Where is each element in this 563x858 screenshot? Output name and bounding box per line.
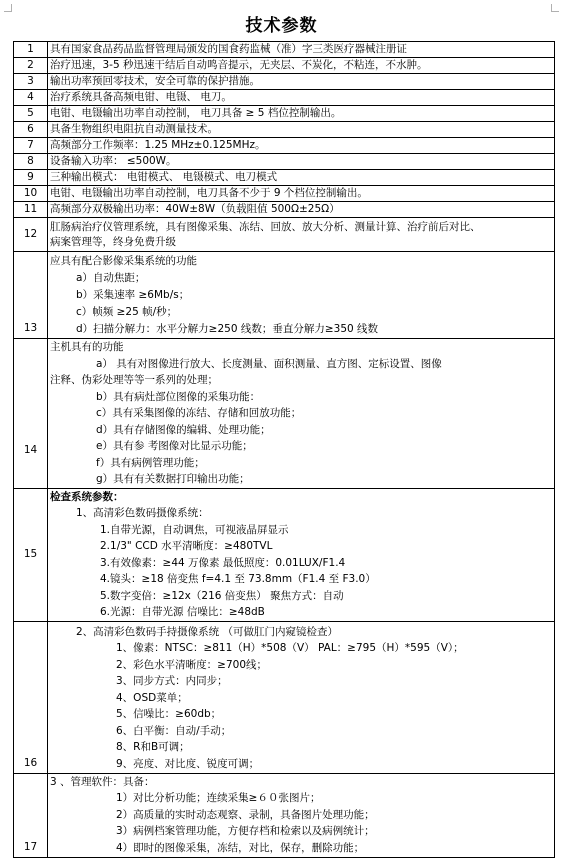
- row-text: 具备生物组织电阻抗自动测量技术。: [50, 123, 218, 135]
- row-content: [48, 122, 555, 138]
- list-item: 2、彩色水平清晰度：≥700线；: [116, 658, 268, 671]
- row-number: 7: [14, 138, 48, 154]
- row-number: 15: [14, 488, 48, 621]
- table-row: [14, 74, 555, 90]
- row-content: [48, 488, 555, 621]
- row-header: 主机具有的功能: [50, 341, 124, 353]
- list-item: f）具有病例管理功能；: [96, 456, 205, 469]
- row-subheader: 2、高清彩色数码手持摄像系统 （可做肛门内窥镜检查）: [76, 625, 339, 638]
- row-text: 治疗迅速，3-5 秒迅速干结后自动鸣音提示，无夹层、不炭化，不粘连，不水肿。: [50, 59, 428, 71]
- row-number: 3: [14, 74, 48, 90]
- table-row: [14, 170, 555, 186]
- table-row: [14, 488, 555, 621]
- list-item: g）具有有关数据打印输出功能；: [96, 473, 250, 485]
- list-item: c）具有采集图像的冻结、存储和回放功能；: [96, 407, 302, 419]
- list-item: 9、亮度、对比度、锐度可调；: [116, 757, 260, 770]
- table-row: [14, 218, 555, 252]
- row-number: 6: [14, 122, 48, 138]
- row-content: [48, 252, 555, 339]
- list-item: 2）高质量的实时动态观察、录制，具备图片处理功能；: [116, 808, 375, 821]
- row-content: [48, 186, 555, 202]
- list-item: 1）对比分析功能；连续采集≥６０张图片；: [116, 792, 321, 804]
- list-item: 3）病例档案管理功能，方便存档和检索以及病例统计；: [116, 825, 375, 837]
- list-item: 6、白平衡：自动/手动；: [116, 724, 232, 737]
- table-row: [14, 138, 555, 154]
- list-item: 5、信噪比：≥60db；: [116, 708, 222, 720]
- list-item: e）具有参 考图像对比显示功能；: [96, 440, 253, 452]
- list-item: 1、像素：NTSC：≥811（H）*508（V） PAL：≥795（H）*595（V）；: [116, 642, 464, 654]
- table-row: [14, 90, 555, 106]
- row-content: [48, 58, 555, 74]
- spec-table: [13, 41, 555, 858]
- list-item: a）自动焦距；: [76, 272, 146, 284]
- table-row: [14, 42, 555, 58]
- list-item: 5.数字变倍：≥12x（216 倍变焦） 聚焦方式：自动: [100, 589, 344, 602]
- row-number: 5: [14, 106, 48, 122]
- row-number: 2: [14, 58, 48, 74]
- list-item: 2.1/3" CCD 水平清晰度：≥480TVL: [100, 540, 273, 552]
- row-text: 具有国家食品药品监督管理局颁发的国食药监械（准）字三类医疗器械注册证: [50, 43, 407, 55]
- list-item: a） 具有对图像进行放大、长度测量、面积测量、直方图、定标设置、图像: [96, 357, 442, 370]
- list-item: d）扫描分解力：水平分解力≥250 线数；垂直分解力≥350 线数: [76, 323, 379, 335]
- row-number: 8: [14, 154, 48, 170]
- document-title: 技术参数: [245, 16, 318, 36]
- row-number: 11: [14, 202, 48, 218]
- row-content: [48, 202, 555, 218]
- list-item: 6.光源：自带光源 信噪比：≥48dB: [100, 606, 265, 618]
- table-row: [14, 58, 555, 74]
- list-item: 3、同步方式：内同步；: [116, 675, 228, 687]
- table-row: [14, 773, 555, 857]
- row-text: 肛肠病治疗仪管理系统，具有图像采集、冻结、回放、放大分析、测量计算、治疗前后对比、: [50, 221, 481, 233]
- row-header: 应具有配合影像采集系统的功能: [50, 255, 197, 267]
- row-text: 电钳、电镊输出功率自动控制， 电刀具备 ≥ 5 档位控制输出。: [50, 107, 342, 119]
- row-number: 14: [14, 339, 48, 489]
- row-text: 高频部分工作频率：1.25 MHz±0.125MHz。: [50, 139, 266, 151]
- list-item: 注释、伪彩处理等等一系列的处理；: [50, 374, 218, 386]
- row-text: 治疗系统具备高频电钳、电镊、 电刀。: [50, 91, 232, 103]
- row-content: [48, 170, 555, 186]
- list-item: b）具有病灶部位图像的采集功能：: [96, 390, 261, 403]
- table-row: [14, 252, 555, 339]
- list-item: b）采集速率 ≥6Mb/s；: [76, 289, 190, 301]
- row-text: 电钳、电镊输出功率自动控制，电刀具备不少于 9 个档位控制输出。: [50, 187, 368, 199]
- table-row: [14, 154, 555, 170]
- row-content: [48, 138, 555, 154]
- row-content: [48, 90, 555, 106]
- row-content: [48, 154, 555, 170]
- table-row: [14, 339, 555, 489]
- row-content: [48, 42, 555, 58]
- list-item: 1.自带光源，自动调焦，可视液晶屏显示: [100, 523, 289, 536]
- row-number: 1: [14, 42, 48, 58]
- list-item: 4）即时的图像采集，冻结，对比，保存，删除功能；: [116, 841, 365, 854]
- list-item: d）具有存储图像的编辑、处理功能；: [96, 423, 271, 436]
- row-header: 3 、管理软件：具备：: [50, 775, 155, 788]
- row-header: 检查系统参数：: [50, 490, 124, 503]
- row-content: [48, 339, 555, 489]
- list-item: 8、R和B可调；: [116, 741, 190, 753]
- row-content: [48, 218, 555, 252]
- list-item: 4.镜头：≥18 倍变焦 f=4.1 至 73.8mm（F1.4 至 F3.0）: [100, 573, 376, 585]
- row-content: [48, 621, 555, 773]
- table-row: [14, 186, 555, 202]
- list-item: 4、OSD菜单；: [116, 691, 188, 704]
- table-row: [14, 122, 555, 138]
- row-content: [48, 773, 555, 857]
- row-number: 16: [14, 621, 48, 773]
- row-text: 设备输入功率： ≤500W。: [50, 155, 177, 167]
- row-text: 病案管理等，终身免费升级: [50, 236, 176, 248]
- table-row: [14, 202, 555, 218]
- list-item: c）帧频 ≥25 帧/秒；: [76, 306, 178, 318]
- row-text: 高频部分双极输出功率：40W±8W（负载阻值 500Ω±25Ω）: [50, 203, 340, 215]
- row-number: 10: [14, 186, 48, 202]
- row-number: 9: [14, 170, 48, 186]
- row-text: 三种输出模式： 电钳模式、 电镊模式、电刀模式: [50, 171, 278, 183]
- row-subheader: 1、高清彩色数码摄像系统：: [76, 507, 209, 519]
- row-number: 12: [14, 218, 48, 252]
- table-row: [14, 621, 555, 773]
- list-item: 3.有效像素：≥44 万像素 最低照度：0.01LUX/F1.4: [100, 556, 346, 569]
- row-number: 17: [14, 773, 48, 857]
- row-content: [48, 106, 555, 122]
- row-number: 13: [14, 252, 48, 339]
- row-number: 4: [14, 90, 48, 106]
- row-content: [48, 74, 555, 90]
- row-text: 输出功率预回零技术，安全可靠的保护措施。: [50, 75, 260, 87]
- table-row: [14, 106, 555, 122]
